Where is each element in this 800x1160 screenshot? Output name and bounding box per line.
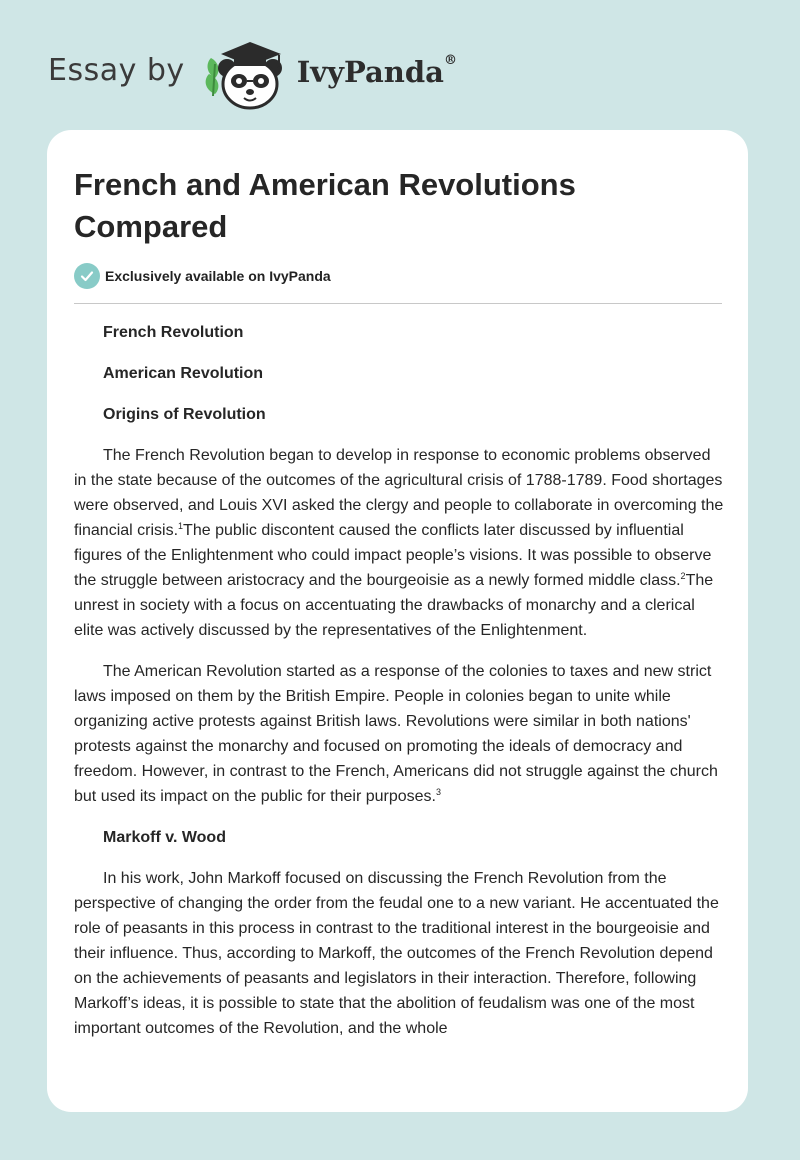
section-heading-markoff-wood: Markoff v. Wood — [103, 829, 226, 846]
essay-body — [74, 320, 724, 1057]
section-heading-american-revolution: American Revolution — [103, 365, 264, 382]
exclusive-badge — [74, 263, 331, 289]
essay-card — [47, 130, 748, 1112]
brand-name: IvyPanda® — [296, 53, 457, 89]
footnote-ref-3[interactable]: 3 — [435, 787, 441, 797]
divider — [74, 303, 722, 304]
badge-label: Exclusively available on IvyPanda — [105, 268, 331, 284]
page-title: French and American Revolutions Compared — [74, 167, 576, 244]
section-heading-origins: Origins of Revolution — [103, 406, 266, 423]
footnote-ref-2[interactable]: 2 — [680, 571, 686, 581]
footnote-ref-1[interactable]: 1 — [178, 521, 184, 531]
check-circle-icon — [74, 263, 100, 289]
paragraph-markoff: In his work, John Markoff focused on discussing the French Revolution from the perspective of changing the order from the feudal one to a new variant. He accentuated the role of peasants in this process in contrast to the traditional interest in the bourgeoisie and their influence. Thus, according to Markoff, the outcomes of the French Revolution depend on the achievements of peasants and legislators in their interaction. Therefore, following Markoff’s ideas, it is possible to state that the abolition of feudalism was one of the most important outcomes of the Revolution, and the whole — [74, 870, 719, 1037]
paragraph-american-origins: The American Revolution started as a response of the colonies to taxes and new strict laws imposed on them by the British Empire. People in colonies began to unite while organizing active protests against British laws. Revolutions were similar in both nations' protests against the monarchy and focused on promoting the ideals of democracy and freedom. However, in contrast to the French, Americans did not struggle against the church but used its impact on the public for their purposes.$^3$ — [74, 663, 718, 805]
panda-graduate-logo-icon — [201, 34, 293, 114]
site-header — [48, 34, 457, 114]
paragraph-french-origins: The French Revolution began to develop in response to economic problems observed in the state because of the outcomes of the agricultural crisis of 1788-1789. Food shortages were observed, and Louis XVI asked the clergy and people to collaborate in overcoming the financial crisis.$^1$The public discontent caused the conflicts later discussed by influential figures of the Enlightenment who could impact people’s visions. It was possible to observe the struggle between aristocracy and the bourgeoisie as a newly formed middle class.$^2$The unrest in society with a focus on accentuating the drawbacks of monarchy and a clerical elite was actively discussed by the representatives of the Enlightenment. — [74, 447, 724, 639]
section-heading-french-revolution: French Revolution — [103, 324, 244, 341]
essay-by-label: Essay by — [48, 52, 185, 88]
